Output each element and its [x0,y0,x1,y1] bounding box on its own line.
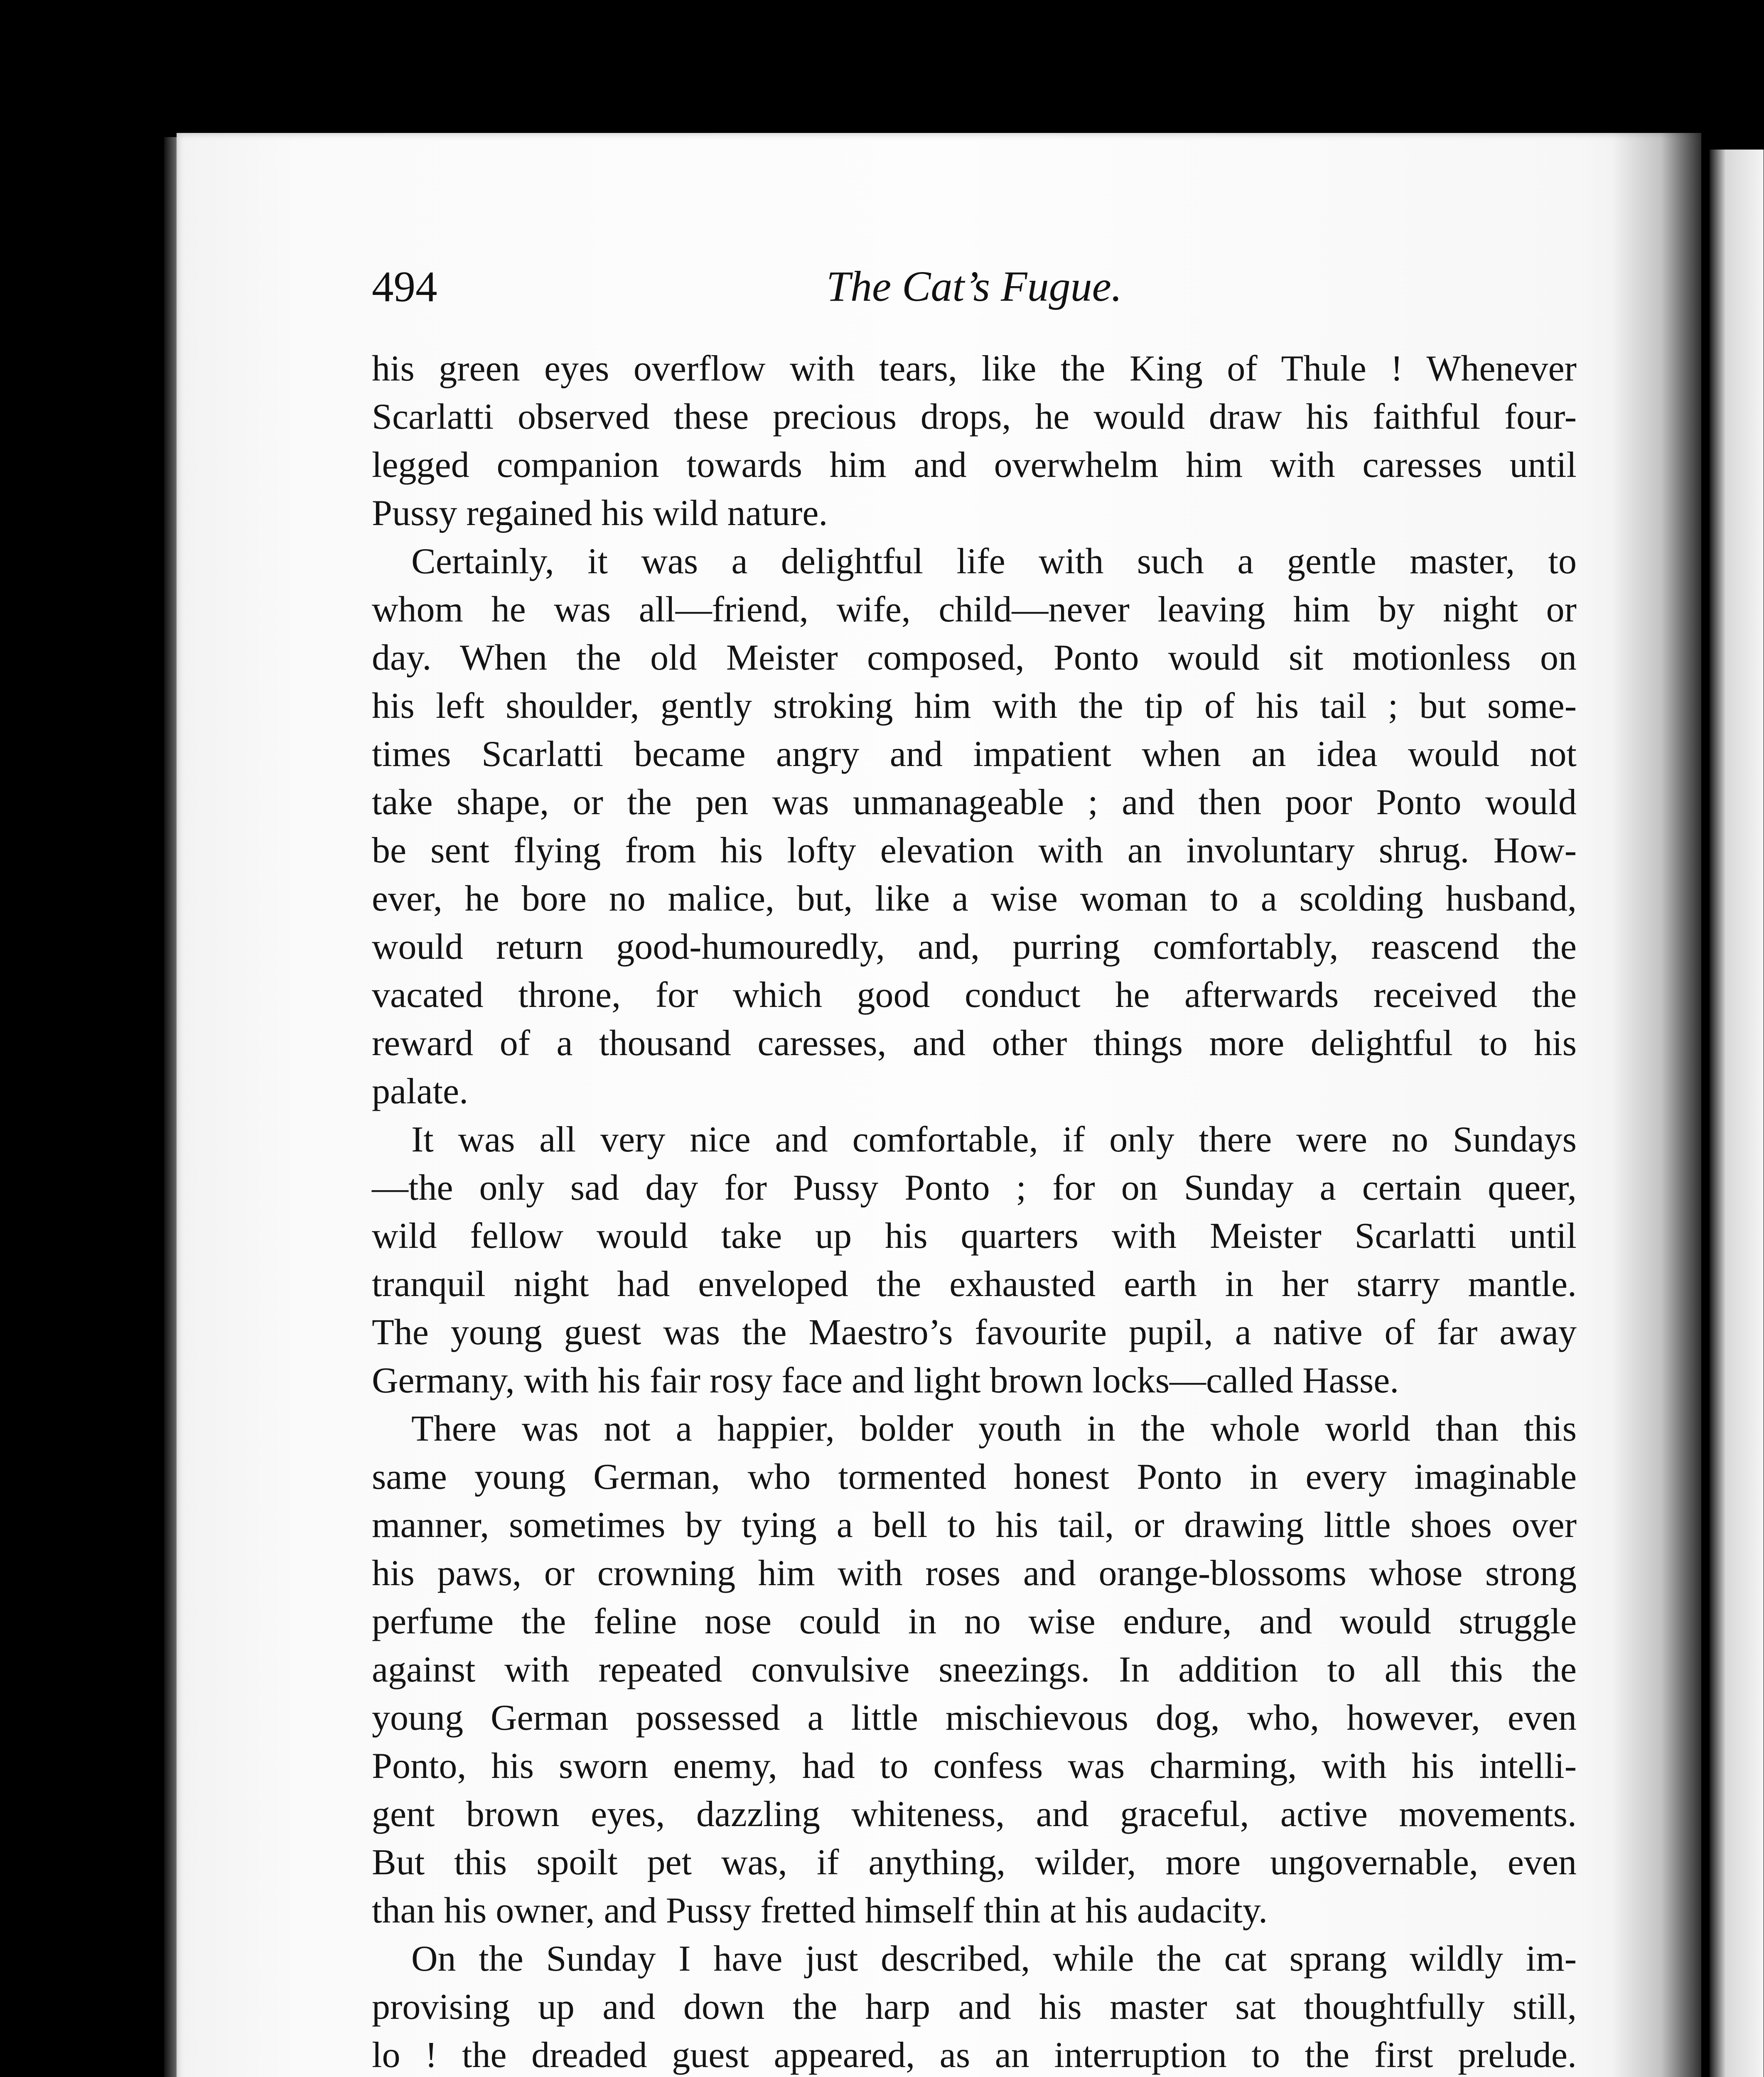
text-line: wild fellow would take up his quarters with Meister Scarlatti until [372,1216,1577,1256]
gutter-shadow [1612,133,1701,2077]
text-line: Certainly, it was a delightful life with such a gentle master, to [411,541,1577,582]
text-line: than his owner, and Pussy fretted himself thin at his audacity. [372,1890,1268,1931]
text-line: provising up and down the harp and his master sat thoughtfully still, [372,1987,1577,2027]
text-line: vacated throne, for which good conduct he afterwards received the [372,975,1577,1015]
text-line: Ponto, his sworn enemy, had to confess was charming, with his intelli- [372,1746,1577,1786]
text-line: same young German, who tormented honest Ponto in every imaginable [372,1457,1577,1497]
text-line: Scarlatti observed these precious drops, he would draw his faithful four- [372,397,1577,437]
text-line: manner, sometimes by tying a bell to his tail, or drawing little shoes over [372,1505,1577,1545]
text-line: But this spoilt pet was, if anything, wilder, more ungovernable, even [372,1842,1577,1883]
paragraph [372,538,1577,1116]
text-line: On the Sunday I have just described, while the cat sprang wildly im- [411,1939,1577,1979]
text-line: It was all very nice and comfortable, if only there were no Sundays [411,1120,1577,1160]
text-line: against with repeated convulsive sneezings. In addition to all this the [372,1650,1577,1690]
text-line: perfume the feline nose could in no wise endure, and would struggle [372,1601,1577,1642]
text-line: his paws, or crowning him with roses and orange-blossoms whose strong [372,1553,1577,1593]
text-line: —the only sad day for Pussy Ponto ; for on Sunday a certain queer, [372,1168,1577,1208]
paragraph [372,1116,1577,1405]
text-line: tranquil night had enveloped the exhausted earth in her starry mantle. [372,1264,1577,1304]
text-line: palate. [372,1071,469,1112]
paragraph [372,1935,1577,2077]
text-line: take shape, or the pen was unmanageable ; and then poor Ponto would [372,782,1577,822]
text-line: lo ! the dreaded guest appeared, as an interruption to the first prelude. [372,2035,1577,2075]
running-title: The Cat’s Fugue. [826,263,1122,310]
text-line: young German possessed a little mischievous dog, who, however, even [372,1698,1577,1738]
text-line: legged companion towards him and overwhelm him with caresses until [372,445,1577,485]
text-line: times Scarlatti became angry and impatient when an idea would not [372,734,1577,774]
text-line: reward of a thousand caresses, and other things more delightful to his [372,1023,1577,1063]
text-line: Pussy regained his wild nature. [372,493,828,533]
text-line: be sent flying from his lofty elevation with an involuntary shrug. How- [372,830,1577,871]
text-line: his left shoulder, gently stroking him with the tip of his tail ; but some- [372,686,1577,726]
text-line: The young guest was the Maestro’s favourite pupil, a native of far away [372,1312,1577,1353]
paragraph [372,345,1577,538]
facing-page-edge [1710,150,1764,2077]
page-number: 494 [372,262,437,311]
body-text [372,345,1577,2077]
text-line: day. When the old Meister composed, Ponto would sit motionless on [372,638,1577,678]
text-line: whom he was all—friend, wife, child—never leaving him by night or [372,589,1577,630]
text-line: gent brown eyes, dazzling whiteness, and graceful, active movements. [372,1794,1577,1834]
running-head [372,253,1577,316]
text-line: his green eyes overflow with tears, like the King of Thule ! Whenever [372,349,1577,389]
paragraph [372,1405,1577,1935]
text-line: There was not a happier, bolder youth in the whole world than this [411,1409,1577,1449]
text-line: ever, he bore no malice, but, like a wise woman to a scolding husband, [372,879,1577,919]
text-line: Germany, with his fair rosy face and light brown locks—called Hasse. [372,1360,1399,1401]
text-line: would return good-humouredly, and, purring comfortably, reascend the [372,927,1577,967]
